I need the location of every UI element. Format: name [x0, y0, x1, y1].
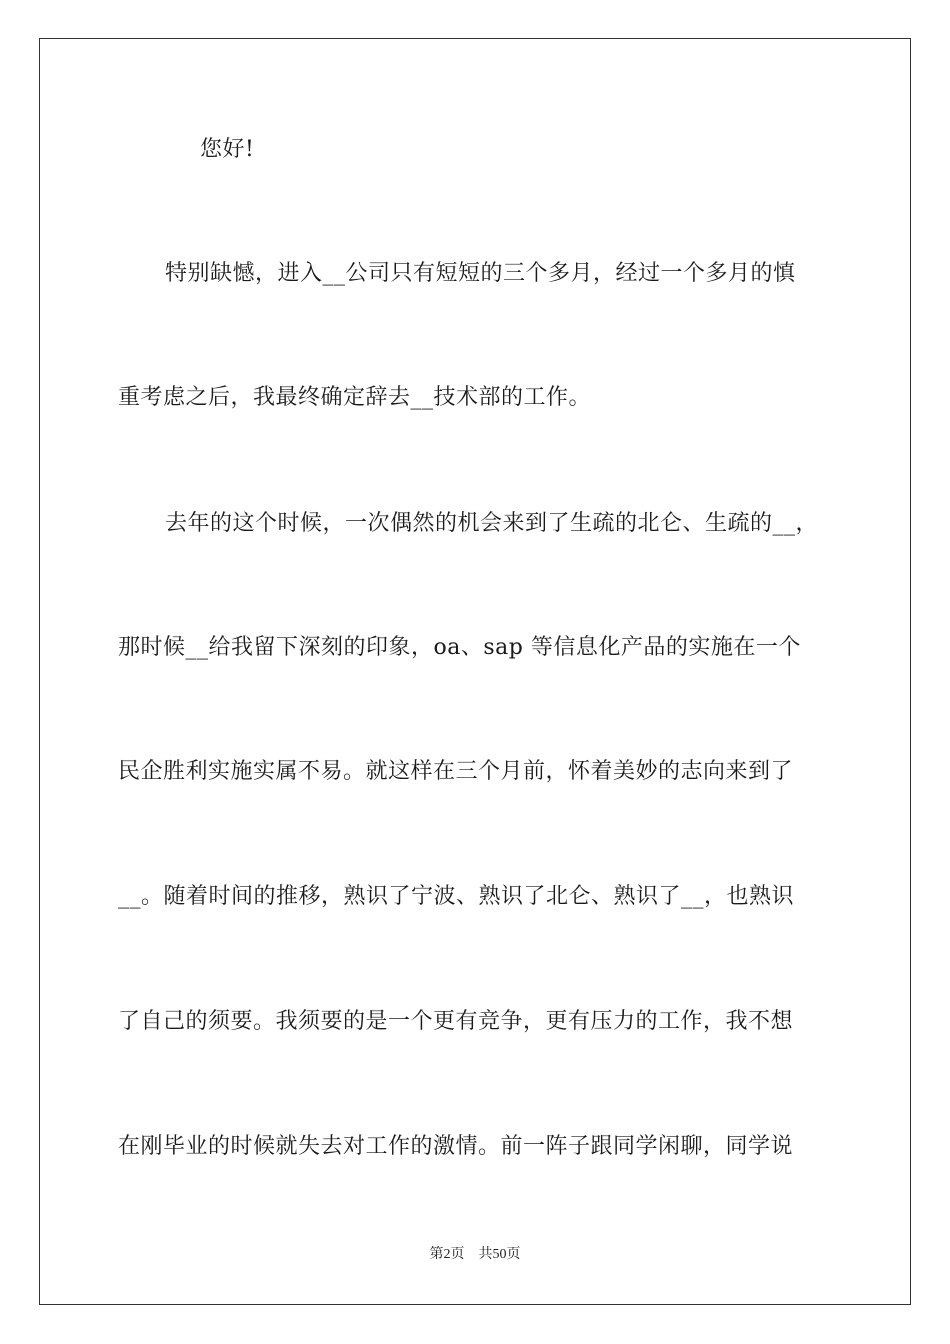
page-border [39, 38, 911, 1305]
paragraph-line: 去年的这个时候，一次偶然的机会来到了生疏的北仑、生疏的__， [165, 511, 819, 536]
paragraph-line: 民企胜利实施实属不易。就这样在三个月前，怀着美妙的志向来到了 [118, 759, 794, 784]
paragraph-line: __。随着时间的推移，熟识了宁波、熟识了北仑、熟识了__，也熟识 [118, 884, 795, 909]
page-current-label: 第2页 [429, 1247, 465, 1262]
paragraph-line: 那时候__给我留下深刻的印象，oa、sap 等信息化产品的实施在一个 [118, 635, 801, 660]
paragraph-line: 特别缺憾，进入__公司只有短短的三个多月，经过一个多月的慎 [165, 261, 796, 286]
greeting-line: 您好! [200, 137, 255, 162]
paragraph-line: 在刚毕业的时候就失去对工作的激情。前一阵子跟同学闲聊，同学说 [118, 1134, 794, 1159]
paragraph-line: 重考虑之后，我最终确定辞去__技术部的工作。 [118, 385, 592, 410]
page-footer [0, 1246, 950, 1264]
page-total-label: 共50页 [478, 1247, 521, 1262]
paragraph-line: 了自己的须要。我须要的是一个更有竞争，更有压力的工作，我不想 [118, 1009, 794, 1034]
